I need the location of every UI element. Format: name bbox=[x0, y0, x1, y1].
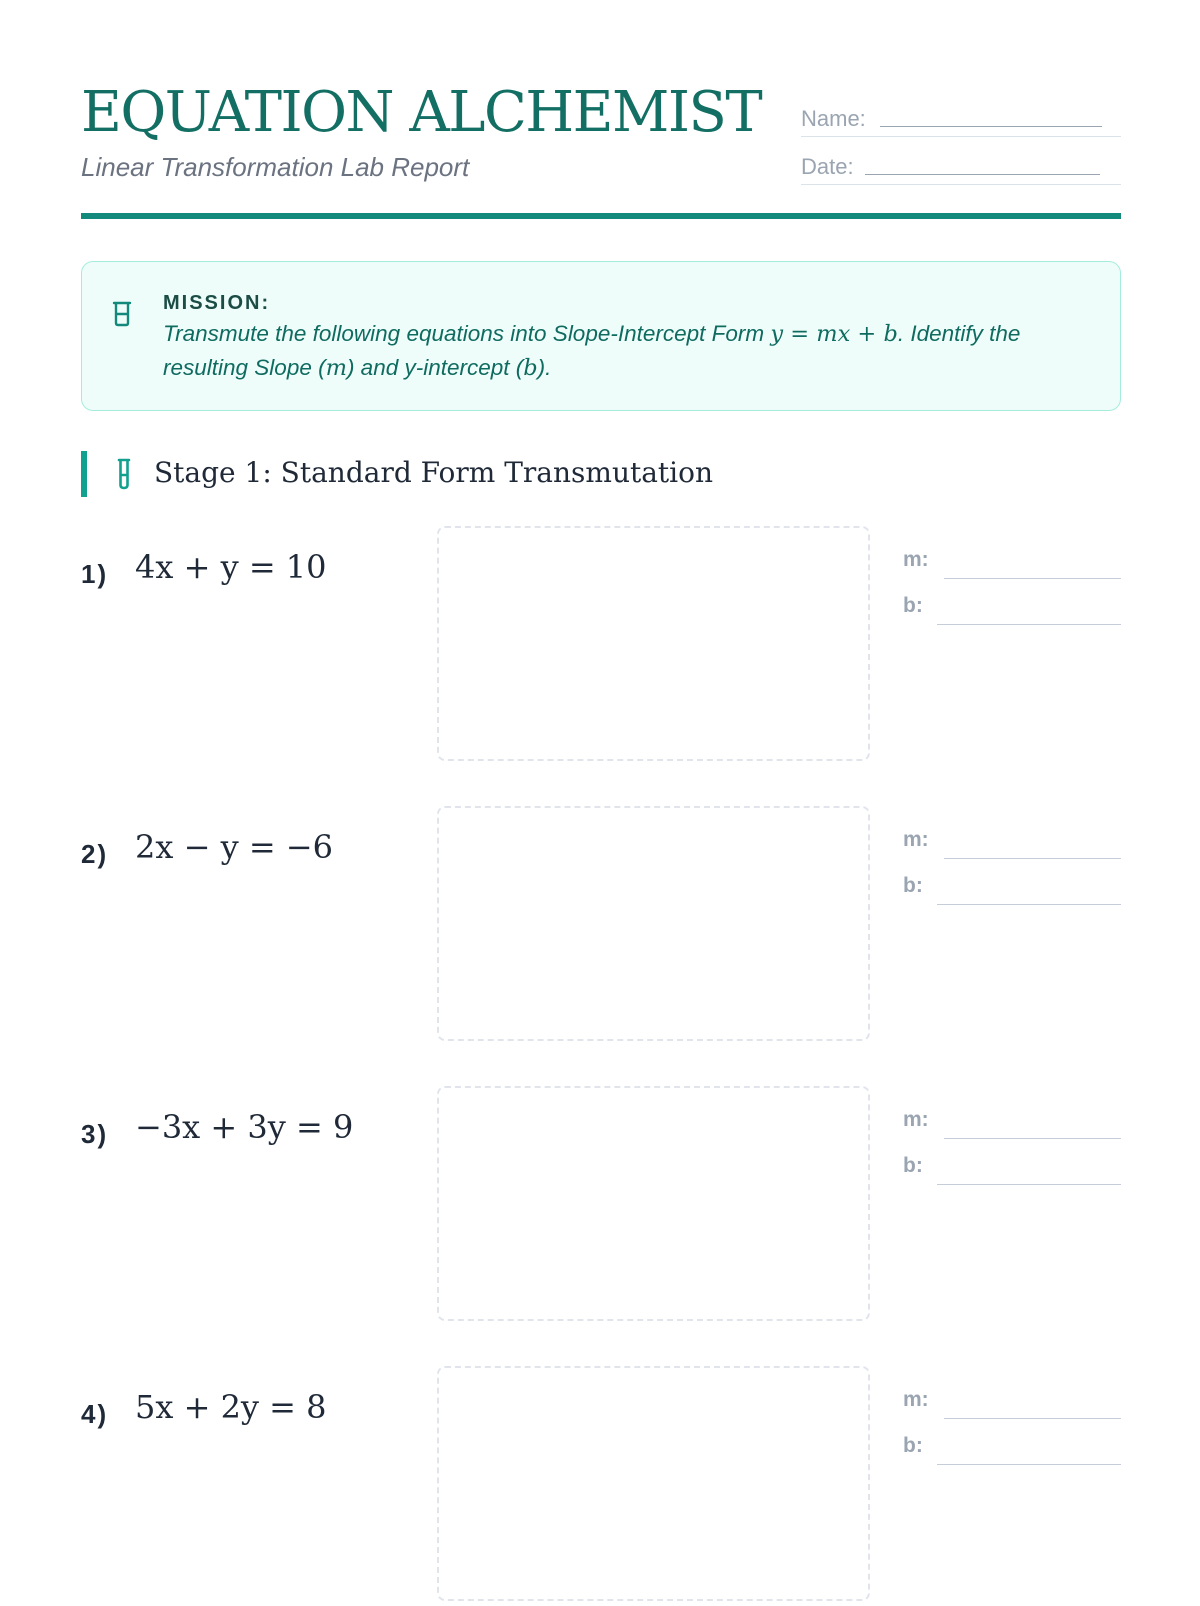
problem-equation: 5x + 2y = 8 bbox=[135, 1388, 327, 1426]
problem-number: 4) bbox=[81, 1399, 109, 1429]
mission-text-part: Transmute the following equations into Slope-Intercept Form bbox=[163, 321, 771, 346]
slope-answer-line bbox=[944, 1418, 1121, 1419]
work-area[interactable] bbox=[437, 526, 870, 761]
problem-number: 3) bbox=[81, 1119, 109, 1149]
slope-answer-field[interactable] bbox=[903, 828, 1121, 860]
problem-4 bbox=[81, 1366, 1121, 1606]
intercept-label: b: bbox=[903, 1154, 923, 1177]
test-tube-icon bbox=[117, 458, 131, 490]
problem-equation: −3x + 3y = 9 bbox=[135, 1108, 354, 1146]
beaker-icon bbox=[112, 301, 132, 327]
slope-label: m: bbox=[903, 548, 929, 571]
problem-1 bbox=[81, 526, 1121, 766]
work-area[interactable] bbox=[437, 1086, 870, 1321]
slope-answer-line bbox=[944, 1138, 1121, 1139]
date-line bbox=[865, 174, 1100, 175]
mission-label: MISSION: bbox=[163, 292, 271, 314]
intercept-answer-field[interactable] bbox=[903, 1154, 1121, 1186]
intercept-label: b: bbox=[903, 594, 923, 617]
intercept-answer-field[interactable] bbox=[903, 874, 1121, 906]
slope-answer-line bbox=[944, 578, 1121, 579]
intercept-answer-line bbox=[937, 1464, 1121, 1465]
page-subtitle: Linear Transformation Lab Report bbox=[81, 152, 470, 182]
slope-answer-field[interactable] bbox=[903, 548, 1121, 580]
name-label: Name: bbox=[801, 106, 866, 131]
header-divider bbox=[81, 213, 1121, 219]
slope-label: m: bbox=[903, 1108, 929, 1131]
slope-answer-line bbox=[944, 858, 1121, 859]
problem-number: 2) bbox=[81, 839, 109, 869]
mission-text bbox=[163, 317, 1083, 385]
intercept-answer-line bbox=[937, 1184, 1121, 1185]
slope-answer-field[interactable] bbox=[903, 1108, 1121, 1140]
page-title: EQUATION ALCHEMIST bbox=[81, 80, 762, 145]
intercept-answer-field[interactable] bbox=[903, 1434, 1121, 1466]
name-line bbox=[880, 126, 1102, 127]
slope-label: m: bbox=[903, 828, 929, 851]
name-field[interactable] bbox=[801, 96, 1121, 137]
slope-intercept-form: y = mx + b bbox=[770, 321, 898, 347]
date-label: Date: bbox=[801, 154, 854, 179]
intercept-variable: b bbox=[523, 355, 538, 381]
intercept-answer-field[interactable] bbox=[903, 594, 1121, 626]
problem-equation: 4x + y = 10 bbox=[135, 548, 327, 586]
worksheet-page bbox=[81, 0, 1121, 1600]
slope-label: m: bbox=[903, 1388, 929, 1411]
intercept-answer-line bbox=[937, 904, 1121, 905]
work-area[interactable] bbox=[437, 1366, 870, 1601]
mission-text-part: ) and y-intercept ( bbox=[346, 355, 524, 380]
mission-text-part: ). bbox=[537, 355, 552, 380]
problem-2 bbox=[81, 806, 1121, 1046]
intercept-answer-line bbox=[937, 624, 1121, 625]
intercept-label: b: bbox=[903, 874, 923, 897]
problem-3 bbox=[81, 1086, 1121, 1326]
stage-accent-bar bbox=[81, 451, 87, 497]
problem-equation: 2x − y = −6 bbox=[135, 828, 333, 866]
problem-number: 1) bbox=[81, 559, 109, 589]
mission-text-part: . Identify the resulting Slope ( bbox=[163, 321, 1021, 380]
intercept-label: b: bbox=[903, 1434, 923, 1457]
slope-variable: m bbox=[325, 355, 347, 381]
date-field[interactable] bbox=[801, 144, 1121, 185]
slope-answer-field[interactable] bbox=[903, 1388, 1121, 1420]
work-area[interactable] bbox=[437, 806, 870, 1041]
stage-title: Stage 1: Standard Form Transmutation bbox=[154, 456, 714, 489]
mission-box bbox=[81, 261, 1121, 411]
